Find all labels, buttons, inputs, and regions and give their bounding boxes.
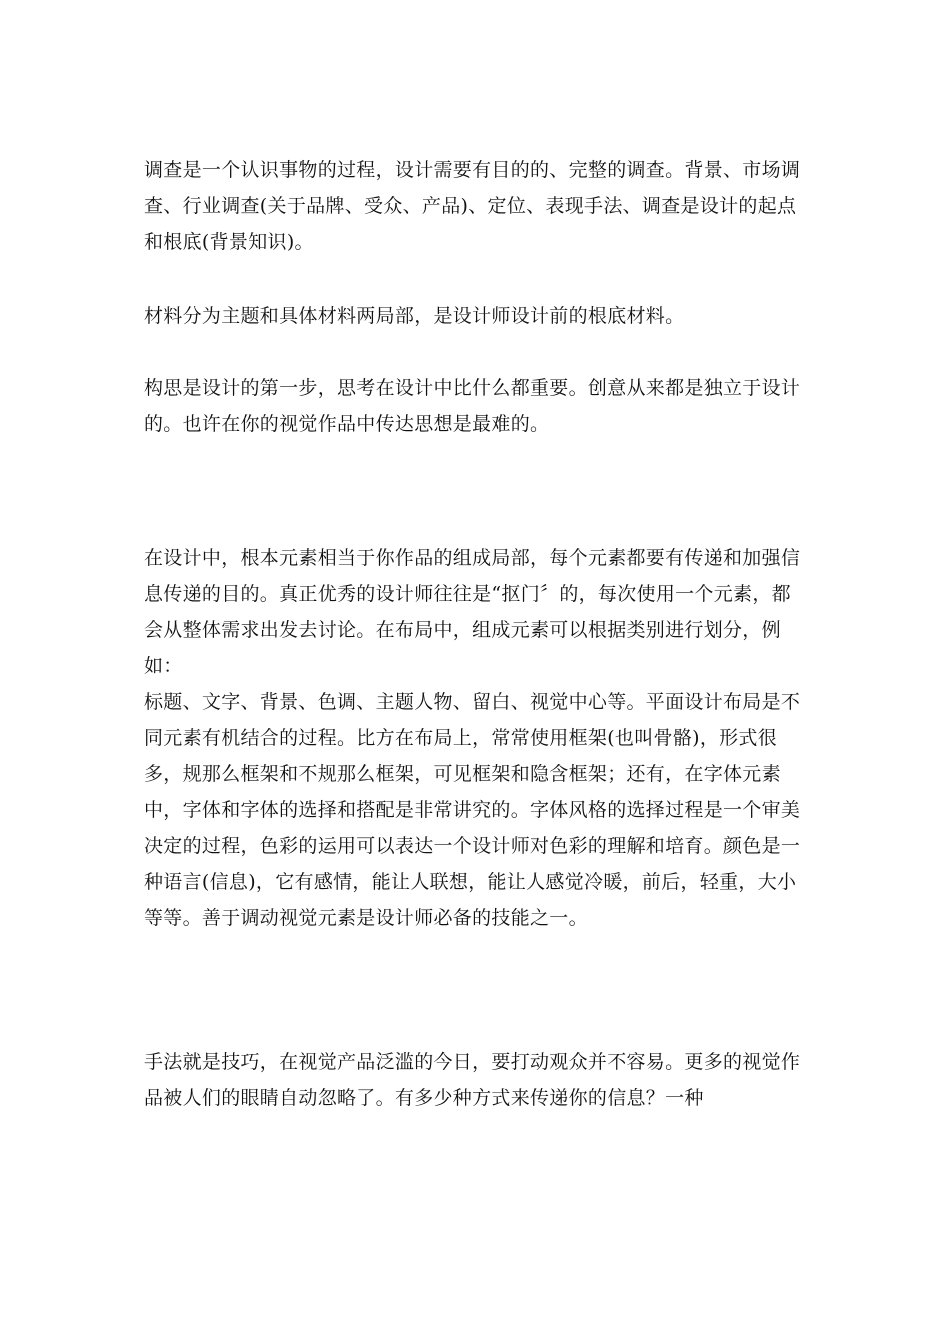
paragraph-materials: 材料分为主题和具体材料两局部，是设计师设计前的根底材料。 (144, 305, 685, 327)
paragraph-concept: 构思是设计的第一步，思考在设计中比什么都重要。创意从来都是独立于设计的。也许在你的视觉作品中传达思想是最难的。 (144, 377, 801, 435)
paragraph-basic-elements: 在设计中，根本元素相当于你作品的组成局部，每个元素都要有传递和加强信息传递的目的。真正优秀的设计师往往是“抠门〞的，每次使用一个元素，都会从整体需求出发去讨论。在布局中，组成元素可以根据类别进行划分，例如： (144, 547, 801, 677)
paragraph-techniques: 手法就是技巧，在视觉产品泛滥的今日，要打动观众并不容易。更多的视觉作品被人们的眼睛自动忽略了。有多少种方式来传递你的信息？一种 (144, 1051, 801, 1109)
paragraph-layout-elements: 标题、文字、背景、色调、主题人物、留白、视觉中心等。平面设计布局是不同元素有机结合的过程。比方在布局上，常常使用框架(也叫骨骼)，形式很多，规那么框架和不规那么框架，可见框架和隐含框架；还有，在字体元素中，字体和字体的选择和搭配是非常讲究的。字体风格的选择过程是一个审美决定的过程，色彩的运用可以表达一个设计师对色彩的理解和培育。颜色是一种语言(信息)，它有感情，能让人联想，能让人感觉冷暖，前后，轻重，大小等等。善于调动视觉元素是设计师必备的技能之一。 (144, 691, 801, 929)
paragraph-research: 调查是一个认识事物的过程，设计需要有目的的、完整的调查。背景、市场调查、行业调查(关于品牌、受众、产品)、定位、表现手法、调查是设计的起点和根底(背景知识)。 (144, 159, 801, 253)
